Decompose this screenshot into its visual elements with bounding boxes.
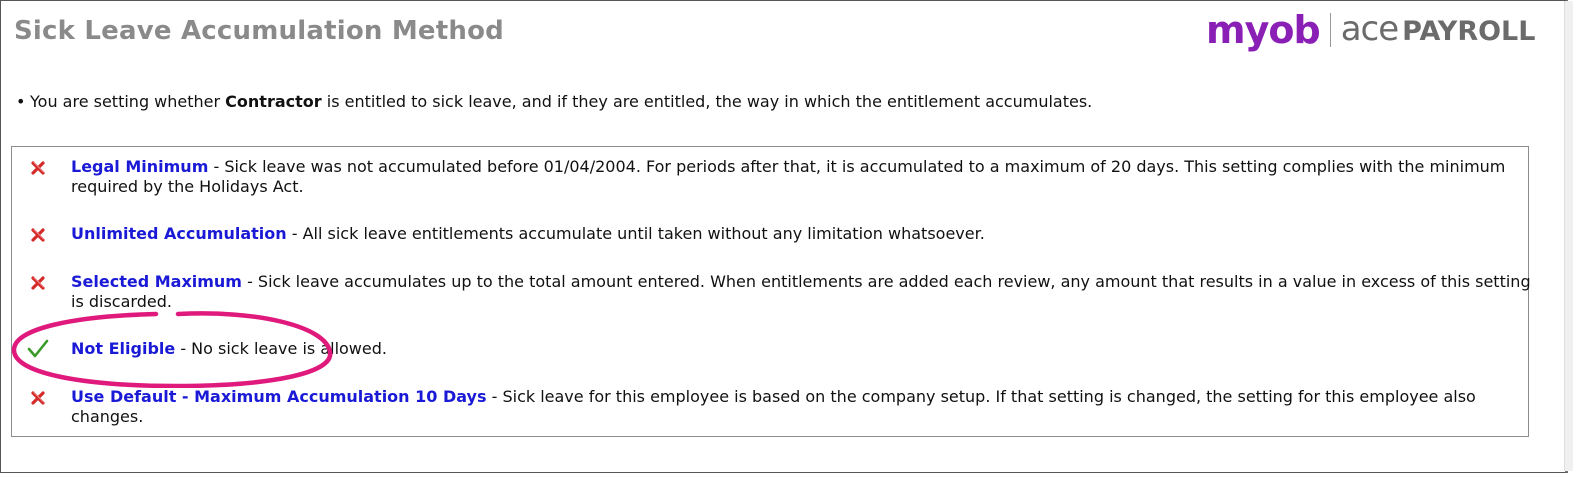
vertical-scrollbar[interactable] <box>1564 1 1573 471</box>
logo-product: ace PAYROLL <box>1340 8 1536 49</box>
myob-ace-payroll-logo <box>1206 10 1535 50</box>
accumulation-options-panel: Legal Minimum - Sick leave was not accumulated before 01/04/2004. For periods after that, it is accumulated to a maximum of 20 days. This setting complies with the minimum required by the Holidays Act. Unlimited Accumulation - All sick leave entitlements accumulate until taken without any limitation whatsoever. Selected Maximum - Sick leave accumulates up to the total amount entered. When entitlements are added each review, any amount that results in a value in excess of this setting is discarded. Not Eligible - No sick leave is allowed. Use Default - Maximum Accumulation 10 Days - Sick leave for this employee is based on the company setup. If that setting is changed, the setting for this employee also changes. <box>11 146 1529 437</box>
employee-name: Contractor <box>225 92 322 111</box>
option-link-selected-maximum[interactable]: Selected Maximum <box>71 272 242 291</box>
page-title: Sick Leave Accumulation Method <box>14 16 504 46</box>
green-check-icon <box>26 337 50 361</box>
bullet-icon: • <box>16 92 26 111</box>
option-link-not-eligible[interactable]: Not Eligible <box>71 339 176 358</box>
red-cross-icon <box>28 388 48 408</box>
logo-divider <box>1330 13 1331 47</box>
option-link-unlimited-accumulation[interactable]: Unlimited Accumulation <box>71 224 287 243</box>
intro-text: • You are setting whether Contractor is entitled to sick leave, and if they are entitled, the way in which the entitlement accumulates. <box>16 92 1093 111</box>
red-cross-icon <box>28 225 48 245</box>
red-cross-icon <box>28 273 48 293</box>
red-cross-icon <box>28 158 48 178</box>
option-link-legal-minimum[interactable]: Legal Minimum <box>71 157 209 176</box>
logo-brand: myob <box>1206 8 1320 52</box>
option-link-use-default[interactable]: Use Default - Maximum Accumulation 10 Days <box>71 387 487 406</box>
